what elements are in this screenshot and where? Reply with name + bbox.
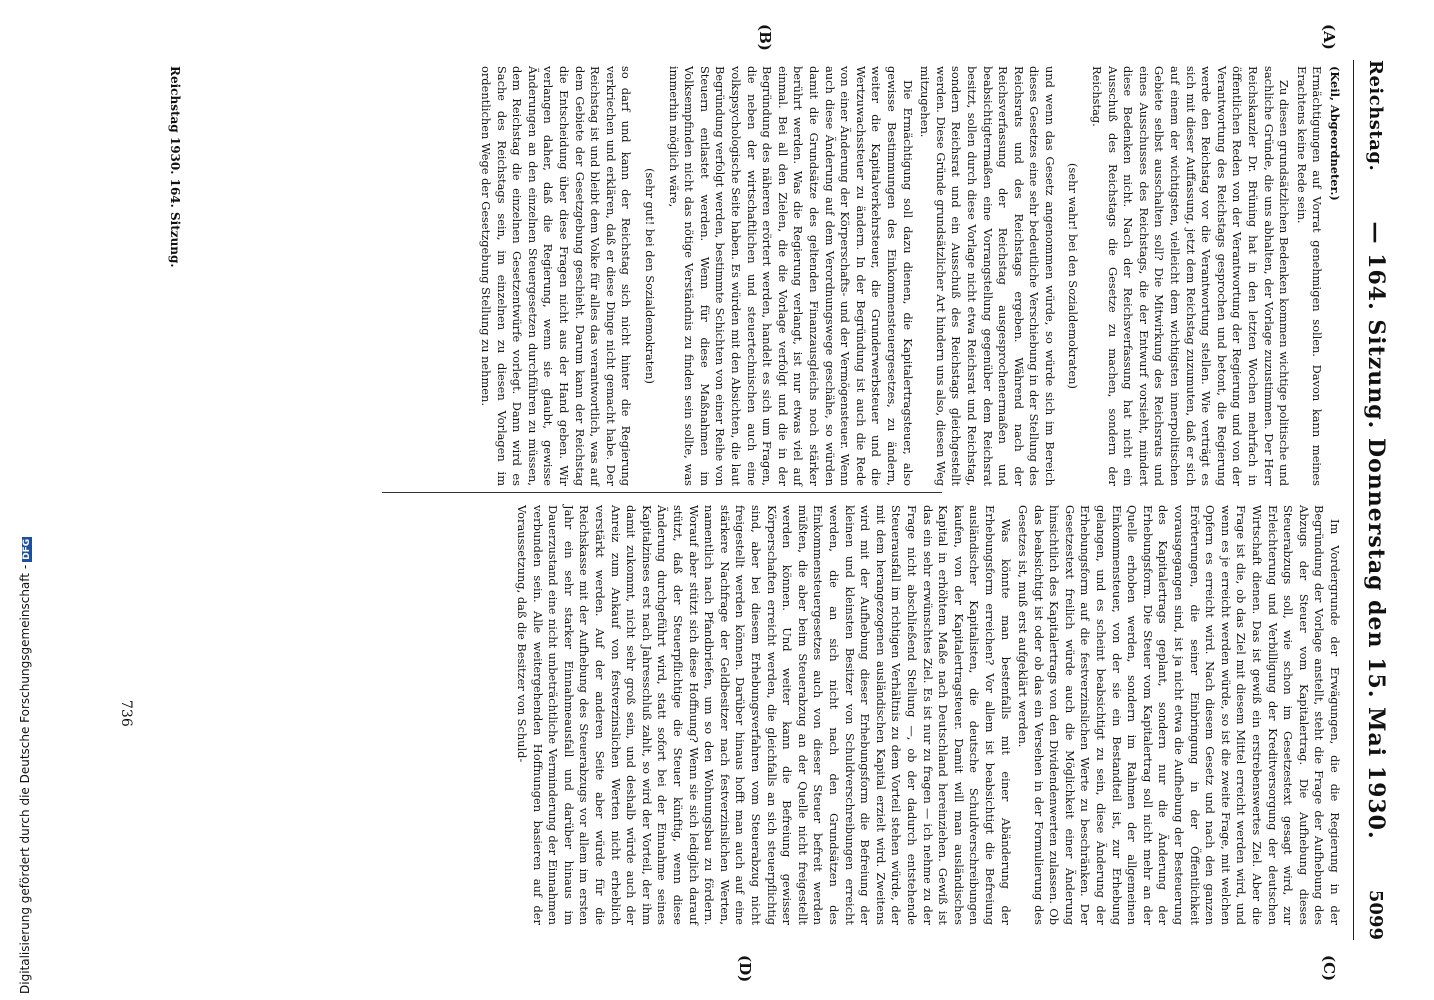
funding-credit-text: Digitalisierung gefördert durch die Deutsche Forschungsgemeinschaft - <box>18 564 32 994</box>
margin-marker-b: (B) <box>756 24 774 51</box>
column-divider <box>382 492 942 493</box>
left-paragraph-4: Die Ermächtigung soll dazu dienen, die Kapitalertragsteuer, also gewisse Bestimmungen des Einkommensteuergesetzes, zu ändern, weiter die Kapitalverkehrsteuer, die Grunderwerbsteuer und die Wertzuwachssteuer zu ändern. In der Begründung ist auch die Rede von einer Änderung der Körperschafts- und der Vermögensteuer. Wenn auch diese Änderung auf dem Verordnungswege geschähe, so würden damit die Grundsätze des geltenden Finanzausgleichs noch stärker berührt werden. Was die Regierung verlangt, ist nur etwas viel auf einmal. Bei all den Zielen, die die Vorlage verfolgt und die in der Begründung des näheren erörtert werden, handelt es sich um Fragen, die neben der wirtschaftlichen und steuertechnischen auch eine volkspsychologische Seite haben. Es würden mit den Absichten, die laut Begründung verfolgt werden, bestimmte Schichten von einer Reihe von Steuern entlastet werden. Wenn für diese Maßnahmen im Volksempfinden nicht das nötige Verständnis zu finden sein sollte, was immerhin möglich wäre, <box>666 66 915 486</box>
scan-page-number: 736 <box>118 700 134 727</box>
speaker-line <box>1326 66 1342 486</box>
left-paragraph-5: so darf und kann der Reichstag sich nicht hinter die Regierung verkriechen und erklären, daß er diese Dinge nicht gemacht habe. Der Reichstag ist und bleibt dem Volke für alles das verantwortlich, was auf dem Gebiete der Gesetzgebung geschieht. Darum kann der Reichstag die Entscheidung über diese Fragen nicht aus der Hand geben. Wir verlangen daher, daß die Regierung, wenn sie glaubt, gewisse Änderungen an den einzelnen Steuergesetzen durchführen zu müssen, dem Reichstag die einzelnen Gesetzentwürfe vorlegt. Dann wird es Sache des Reichstags sein, im einzelnen zu diesen Vorlagen im ordentlichen Wege der Gesetzgebung Stellung zu nehmen. <box>479 66 634 486</box>
page-header <box>1353 60 1398 940</box>
page-footer: Reichstag 1930. 164. Sitzung. <box>168 66 182 268</box>
header-publication: Reichstag. <box>1365 60 1387 172</box>
interjection-2: (sehr gut! bei den Sozialdemokraten) <box>643 168 658 384</box>
margin-marker-d: (D) <box>736 955 754 983</box>
header-page-number: 5099 <box>1365 889 1387 940</box>
left-paragraph-1: Ermächtigungen auf Vorrat genehmigen sollen. Davon kann meines Erachtens keine Rede sein. <box>1294 66 1325 486</box>
margin-marker-a: (A) <box>1320 24 1338 50</box>
right-column <box>512 505 1342 925</box>
header-session: — 164. Sitzung. Donnerstag den 15. Mai 1930. <box>1363 221 1389 840</box>
dfg-logo: DFG <box>22 538 32 560</box>
left-column <box>476 66 1342 486</box>
margin-marker-c: (C) <box>1320 955 1338 982</box>
right-paragraph-1: Im Vordergrunde der Erwägungen, die die Regierung in der Begründung der Vorlage anstellt, steht die Frage der Aufhebung des Abzugs der Steuer vom Kapitalertrag. Die Aufhebung dieses Steuerabzugs soll, wie schon im Gesetzestext gesagt wird, zur Erleichterung und Verbilligung der Kreditversorgung der deutschen Wirtschaft dienen. Das ist gewiß ein erstrebenswertes Ziel. Aber die Frage ist die, ob das Ziel mit diesem Mittel erreicht werden wird, und wenn es je erreicht werden würde, so ist die zweite Frage, mit welchen Opfern es erreicht wird. Nach diesem Gesetz und nach den ganzen Erörterungen, die seiner Einbringung in der Öffentlichkeit vorausgegangen sind, ist ja nicht etwa die Aufhebung der Besteuerung des Kapitalertrags geplant, sondern nur die Änderung der Erhebungsform. Die Steuer vom Kapitalertrag soll nicht mehr an der Quelle erhoben werden, sondern im Rahmen der allgemeinen Einkommensteuer, von der sie ein Bestandteil ist, zur Erhebung gelangen, und es scheint beabsichtigt zu sein, diese Änderung der Erhebungsform auf die festverzinslichen Werte zu beschränken. Der Gesetzestext freilich würde auch die Möglichkeit einer Änderung hinsichtlich des Kapitalertrags von den Dividendenwerten zulassen. Ob das beabsichtigt ist oder ob das ein Versehen in der Formulierung des Gesetzes ist, muß erst aufgeklärt werden. <box>1016 505 1342 925</box>
right-paragraph-2: Was könnte man bestenfalls mit einer Abänderung der Erhebungsform erreichen? Vor allem ist beabsichtigt die Befreiung ausländischer Kapitalisten, die deutsche Schuldverschreibungen kaufen, von der Kapitalertragsteuer. Damit will man ausländisches Kapital in erhöhtem Maße nach Deutschland hereinziehen. Gewiß ist das ein sehr erwünschtes Ziel. Es ist nur zu fragen — ich nehme zu der Frage nicht abschließend Stellung —, ob der dadurch entstehende Steuerausfall im richtigen Verhältnis zu dem Vorteil stehen würde, der mit dem herangezogenen ausländischen Kapital erzielt wird. Zweitens wird mit der Aufhebung dieser Erhebungsform die Befreiung der kleinen und kleinsten Besitzer von Schuldverschreibungen erreicht werden, die an sich nicht nach den Grundsätzen des Einkommensteuergesetzes auch von dieser Steuer befreit werden müßten, die aber beim Steuerabzug an der Quelle nicht freigestellt werden können. Und weiter kann die Befreiung gewisser Körperschaften erreicht werden, die gleichfalls an sich steuerpflichtig sind, aber bei diesem Erhebungsverfahren vom Steuerabzug nicht freigestellt werden können. Darüber hinaus hofft man auch auf eine stärkere Nachfrage der Geldbesitzer nach festverzinslichen Werten, namentlich nach Pfandbriefen, um so den Wohnungsbau zu fördern. Worauf aber stützt sich diese Hoffnung? Wenn sie sich lediglich darauf stützt, daß der Steuerpflichtige die Steuer künftig, wenn diese Änderung durchgeführt wird, statt sofort bei der Einnahme seines Kapitalzinses erst nach Jahresschluß zahlt, so wird der Vorteil, der ihm damit zukommt, nicht sehr groß sein, und deshalb würde auch der Anreiz zum Ankauf von festverzinslichen Werten nicht erheblich verstärkt werden. Auf der anderen Seite aber würde für die Reichskasse mit der Aufhebung des Steuerabzugs vor allem im ersten Jahr ein sehr starker Einnahmeausfall und darüber hinaus im Dauerzustand eine nicht unbeträchtliche Verminderung der Einnahmen verbunden sein. Alle weitergehenden Hoffnungen basieren auf der Voraussetzung, daß die Besitzer von Schuld- <box>515 505 1013 925</box>
left-paragraph-2: Zu diesen grundsätzlichen Bedenken kommen wichtige politische und sachliche Gründe, die uns abhalten, der Vorlage zuzustimmen. Der Herr Reichskanzler Dr. Brüning hat in den letzten Wochen mehrfach in öffentlichen Reden von der Verantwortung der Regierung und von der Verantwortung des Reichstags gesprochen und betont, die Regierung werde den Reichstag vor die Verantwortung stellen. Wie verträgt es sich mit dieser Auffassung, jetzt dem Reichstag zuzumuten, daß er sich auf einem der wichtigsten, vielleicht dem wichtigsten innerpolitischen Gebiete selbst ausschalten soll? Die Mitwirkung des Reichsrats und eines Ausschusses des Reichstags, die der Entwurf vorsieht, mindert diese Bedenken nicht. Nach der Reichsverfassung hat nicht ein Ausschuß des Reichstags die Gesetze zu machen, sondern der Reichstag. <box>1090 66 1292 486</box>
speaker-name: (Keil, Abgeordneter.) <box>1328 66 1342 201</box>
interjection-1: (sehr wahr! bei den Sozialdemokraten) <box>1066 163 1081 389</box>
left-paragraph-3: und wenn das Gesetz angenommen würde, so würde sich im Bereich dieses Gesetzes eine sehr bedeutliche Verschiebung in der Stellung des Reichsrats und des Reichstags ergeben. Während nach der Reichsverfassung der Reichstag ausgesprochenermaßen und beabsichtigtermaßen eine Vorrangstellung gegenüber dem Reichsrat besitzt, sollen durch diese Vorlage nicht etwa Reichsrat und Reichstag, sondern Reichsrat und ein Ausschuß des Reichstags gleichgestellt werden. Diese Gründe grundsätzlicher Art hindern uns also, diesen Weg mitzugehen. <box>918 66 1057 486</box>
